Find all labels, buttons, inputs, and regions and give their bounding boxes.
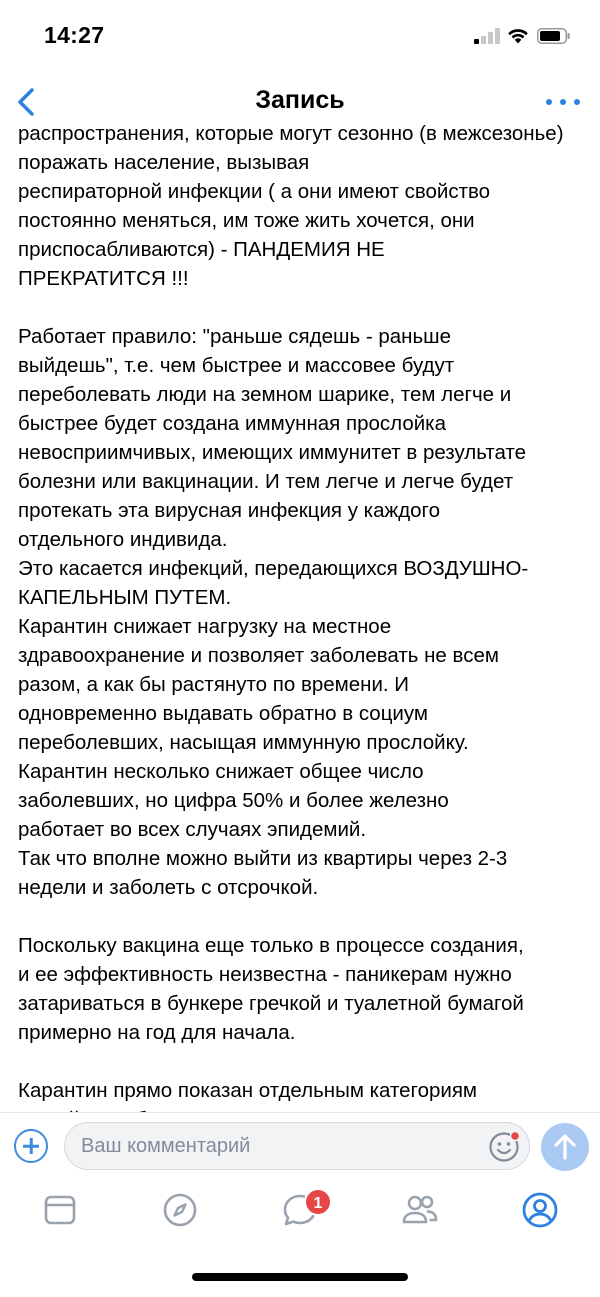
tab-bar [0,1178,600,1297]
compass-icon [160,1190,200,1230]
news-icon [40,1190,80,1230]
friends-icon [400,1190,440,1230]
home-indicator [192,1273,408,1281]
tab-news[interactable] [40,1190,80,1230]
post-text: распространения, которые могут сезонно (в межсезонье) поражать население, вызывая респираторной инфекции ( а они имеют свойство постоянно меняться, им тоже жить хочется, они приспосабливаются) - ПАНДЕМИЯ НЕ ПРЕКРАТИТСЯ !!! Работает правило: "раньше сядешь - раньше выйдешь", т.е. чем быстрее и массовее будут переболевать люди на земном шарике, тем легче и быстрее будет создана иммунная прослойка невосприимчивых, имеющих иммунитет в результате болезни или вакцинации. И тем легче и легче будет протекать эта вирусная инфекция у каждого отдельного индивида. Это касается инфекций, передающихся ВОЗДУШНО- КАПЕЛЬНЫМ ПУТЕМ. Карантин снижает нагрузку на местное здравоохранение и позволяет заболевать не всем разом, а как бы растянуто по времени. И одновременно выдавать обратно в социум переболевших, насыщая иммунную прослойку. Карантин несколько снижает общее число заболевших, но цифра 50% и более железно работает во всех случаях эпидемий. Так что вполне можно выйти из квартиры через 2-3 недели и заболеть с отсрочкой. Поскольку вакцина еще только в процессе создания, и ее эффективность неизвестна - паникерам нужно затариваться в бункере гречкой и туалетной бумагой примерно на год для начала. Карантин прямо показан отдельным категориям [18,122,564,1102]
wifi-icon [506,26,530,44]
arrow-up-icon [541,1123,589,1171]
status-time: 14:27 [44,22,105,48]
sticker-icon [488,1130,522,1164]
status-bar [0,0,600,70]
messages-badge: 1 [304,1188,332,1216]
cellular-signal-icon [474,28,502,44]
more-options-button[interactable] [544,88,584,114]
tab-profile[interactable] [520,1190,560,1230]
send-button[interactable] [541,1123,589,1171]
page-title: Запись [255,86,345,114]
comment-bar [0,1112,600,1178]
battery-icon [537,28,571,44]
tab-friends[interactable] [400,1190,440,1230]
add-attachment-button[interactable] [14,1129,48,1163]
profile-icon [520,1190,560,1230]
tab-discover[interactable] [160,1190,200,1230]
sticker-button[interactable] [488,1130,522,1164]
post-content[interactable] [0,122,600,1112]
comment-input[interactable] [64,1122,530,1170]
